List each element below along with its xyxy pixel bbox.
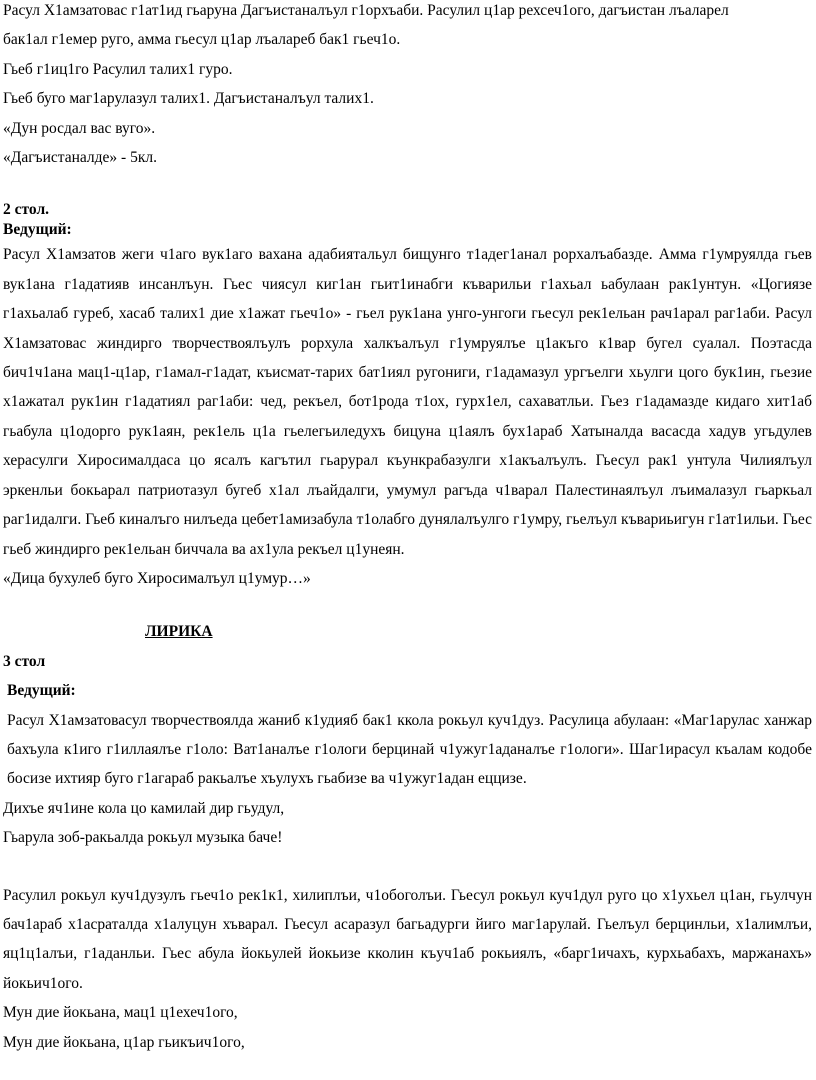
poem-line: Мун дие йокьана, мац1 ц1ехеч1ого, [3, 1004, 238, 1022]
section-paragraph: Расул Х1амзатов жеги ч1аго вук1аго вахана адабиятальул бищунго т1адег1анал рорхалъабазде. Амма г1умруялда гьев вук1ана г1адатияв инсанлъун. Гьес чиясул киг1ан гьит1инабги къварильи г1ахьал ьабулаан рак1унтун. «Цогиязе г1ахьалаб гуреб, хасаб талих1 дие х1ажат гьеч1о» - гьел рук1ана унго-унгоги гьесул рек1ельан рач1арал раг1аби. Расул Х1амзатовас жиндирго творчествоялъулъ рорхула халкъалъул г1умруялъе ц1акъго к1вар бугел суалал. Поэтасда бич1ч1ана мац1-ц1ар, г1амал-г1адат, къисмат-тарих бат1иял ругониги, г1адамазул ургъелги хьулги цого бук1ин, гьезие х1ажатал рук1ин г1адатиял раг1аби: чед, рекъел, бот1рода т1ох, гурх1ел, сахаватльи. Гьез г1адамазде кидаго хит1аб гьабула ц1одорго рук1аян, рек1ель ц1а гьелегьиледухъ бицуна ц1аялъ бух1араб Хатыналда васасда хадув угьдулев херасулги Хиросималдаса цо ясалъ кагътил гьарурал къункрабазулги х1акъалъулъ. Гьесул рак1 унтула Чилиялъул эркенльи бокьарал патриотазул бугеб х1ал лъайдалги, умумул рагъда ч1варал Палестинаялъул лъималазул гьаркьал раг1идалги. Гьеб киналъго нилъеда цебет1амизабула т1олабго дунялалъулго г1умру, гьелъул къвариьигун г1ат1ильи. Гьес гьеб жиндирго рек1ельан биччала ва ах1ула рекъел ц1унеян. [3, 246, 812, 558]
poem-line: Гьарула зоб-ракьалда рокьул музыка баче! [3, 829, 283, 847]
intro-line: Гьеб г1иц1го Расулил талих1 гуро. [3, 60, 233, 78]
intro-line: «Дагъистаналде» - 5кл. [3, 149, 157, 167]
spacer [3, 593, 812, 617]
table-label: 3 стол [3, 652, 46, 670]
intro-line: «Дун росдал вас вуго». [3, 119, 156, 137]
poem-line: Дихъе яч1ине кола цо камилай дир гьудул, [3, 799, 285, 817]
quote-line: «Дица бухулеб буго Хиросималъул ц1умур…» [3, 569, 311, 587]
intro-line: Расул Х1амзатовас г1ат1ид гьаруна Дагъистаналъул г1орхъаби. Расулил ц1ар рехсеч1ого, дагъистан лъаларел [3, 2, 729, 19]
intro-block [3, 0, 812, 172]
section-heading: ЛИРИКА [145, 623, 213, 641]
intro-line: Гьеб буго маг1арулазул талих1. Дагъистаналъул талих1. [3, 90, 374, 108]
section-table-3 [3, 617, 812, 1057]
host-label: Ведущий: [3, 221, 72, 239]
table-label: 2 стол. [3, 201, 50, 219]
host-label: Ведущий: [7, 682, 76, 700]
poem-line: Мун дие йокьана, ц1ар гьикъич1ого, [3, 1033, 245, 1051]
section-paragraph: Расулил рокьул куч1дузулъ гьеч1о рек1к1, хилиплъи, ч1обоголъи. Гьесул рокьул куч1дул руго цо х1ухьел ц1ан, гьулчун бач1араб х1асраталда х1алуцун хъварал. Гьесул асаразул багьадурги йиго маг1арулай. Гьелъул берцинльи, х1алимлъи, яц1ц1алъи, г1аданльи. Гьес абула йокьулей йокьизе кколин къуч1аб рокьиялъ, «барг1ичахъ, курхьабахъ, маржанахъ» йокьич1ого. [3, 886, 812, 992]
spacer [3, 172, 812, 200]
intro-line: бак1ал г1емер руго, амма гьесул ц1ар лъалареб бак1 гьеч1о. [3, 31, 401, 49]
section-table-2 [3, 200, 812, 593]
section-paragraph: Расул Х1амзатовасул творчествоялда жаниб к1удияб бак1 ккола рокьул куч1дуз. Расулица абулаан: «Маг1арулас ханжар бахъула к1иго г1иллаялъе г1оло: Ват1аналъе г1ологи берцинай ч1ужуг1аданалъе г1ологи». Шаг1ирасул къалам кодобе босизе ихтияр буго г1агараб ракьалъе хъулухъ гьабизе ва ч1ужуг1адан еццизе. [7, 711, 812, 788]
spacer [3, 853, 812, 881]
